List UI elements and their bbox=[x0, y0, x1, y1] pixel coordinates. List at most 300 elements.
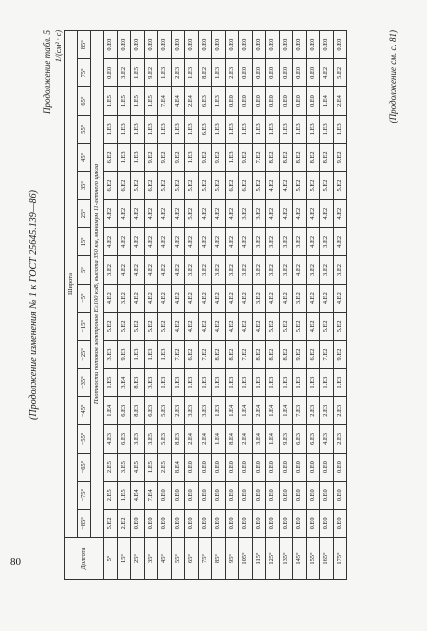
latitude-col-header: −75° bbox=[78, 481, 91, 509]
flux-cell: 1.E3 bbox=[117, 143, 131, 171]
flux-cell: 8.E3 bbox=[171, 425, 185, 453]
flux-cell: 0.E0 bbox=[185, 31, 199, 59]
longitude-cell: 165° bbox=[320, 538, 334, 580]
flux-cell: 5.E2 bbox=[333, 171, 347, 199]
flux-cell: 3.E2 bbox=[198, 256, 212, 284]
flux-cell: 2.E3 bbox=[171, 59, 185, 87]
flux-cell: 0.E0 bbox=[293, 31, 307, 59]
flux-cell: 1.E3 bbox=[185, 59, 199, 87]
flux-cell: 6.E2 bbox=[117, 171, 131, 199]
flux-cell: 3.E2 bbox=[104, 256, 118, 284]
unit-label: 1/(см² · с) bbox=[54, 30, 63, 63]
longitude-cell: 155° bbox=[306, 538, 320, 580]
flux-cell: 5.E2 bbox=[293, 312, 307, 340]
flux-cell: 9.E2 bbox=[333, 143, 347, 171]
flux-cell: 9.E2 bbox=[198, 143, 212, 171]
table-row bbox=[117, 31, 131, 580]
flux-cell: 0.E0 bbox=[158, 31, 172, 59]
flux-cell: 8.E2 bbox=[212, 340, 226, 368]
longitude-cell: 35° bbox=[144, 538, 158, 580]
flux-cell: 0.E0 bbox=[171, 481, 185, 509]
flux-cell: 2.E3 bbox=[320, 397, 334, 425]
flux-cell: 2.E3 bbox=[306, 397, 320, 425]
flux-cell: 4.E3 bbox=[320, 425, 334, 453]
latitude-col-header: 25° bbox=[78, 200, 91, 228]
flux-cell: 8.E4 bbox=[171, 453, 185, 481]
latitude-col-header: −15° bbox=[78, 312, 91, 340]
longitude-cell: 175° bbox=[333, 538, 347, 580]
flux-cell: 8.E2 bbox=[266, 340, 280, 368]
flux-cell: 1.E3 bbox=[279, 115, 293, 143]
flux-cell: 5.E2 bbox=[333, 312, 347, 340]
flux-cell: 3.E2 bbox=[252, 284, 266, 312]
table-row bbox=[279, 31, 293, 580]
flux-cell: 1.E5 bbox=[117, 481, 131, 509]
flux-cell: 1.E4 bbox=[320, 87, 334, 115]
flux-cell: 6.E3 bbox=[117, 425, 131, 453]
latitude-col-header: 55° bbox=[78, 115, 91, 143]
flux-cell: 3.E5 bbox=[144, 425, 158, 453]
longitude-cell: 55° bbox=[171, 538, 185, 580]
flux-cell: 0.E0 bbox=[198, 481, 212, 509]
flux-cell: 4.E3 bbox=[104, 425, 118, 453]
longitude-cell: 85° bbox=[212, 538, 226, 580]
flux-cell: 3.E2 bbox=[252, 256, 266, 284]
flux-cell: 0.E0 bbox=[198, 31, 212, 59]
flux-cell: 5.E2 bbox=[158, 171, 172, 199]
flux-cell: 1.E3 bbox=[144, 340, 158, 368]
flux-table bbox=[64, 30, 347, 580]
flux-cell: 4.E2 bbox=[131, 228, 145, 256]
latitude-row bbox=[78, 31, 91, 580]
latitude-col-header: 15° bbox=[78, 228, 91, 256]
flux-cell: 2.E3 bbox=[333, 425, 347, 453]
flux-cell: 3.E2 bbox=[320, 256, 334, 284]
flux-cell: 0.E0 bbox=[306, 87, 320, 115]
flux-cell: 0.E0 bbox=[212, 31, 226, 59]
latitude-col-header: 75° bbox=[78, 59, 91, 87]
flux-cell: 1.E3 bbox=[252, 115, 266, 143]
flux-cell: 8.E2 bbox=[306, 143, 320, 171]
table-row bbox=[320, 31, 334, 580]
flux-cell: 4.E2 bbox=[144, 228, 158, 256]
flux-cell: 3.E2 bbox=[185, 256, 199, 284]
flux-cell: 9.E3 bbox=[279, 425, 293, 453]
flux-cell: 0.E0 bbox=[252, 509, 266, 537]
flux-cell: 1.E3 bbox=[185, 143, 199, 171]
flux-cell: 4.E2 bbox=[320, 59, 334, 87]
flux-cell: 0.E0 bbox=[171, 509, 185, 537]
flux-cell: 5.E2 bbox=[320, 171, 334, 199]
flux-cell: 0.E0 bbox=[239, 59, 253, 87]
flux-cell: 4.E2 bbox=[104, 200, 118, 228]
flux-cell: 6.E3 bbox=[117, 397, 131, 425]
flux-cell: 7.E2 bbox=[239, 340, 253, 368]
flux-cell: 1.E3 bbox=[306, 115, 320, 143]
flux-cell: 6.E2 bbox=[185, 340, 199, 368]
flux-cell: 1.E3 bbox=[212, 369, 226, 397]
latitude-col-header: −85° bbox=[78, 509, 91, 537]
flux-cell: 3.E2 bbox=[279, 256, 293, 284]
flux-cell: 4.E2 bbox=[185, 284, 199, 312]
flux-cell: 3.E2 bbox=[293, 284, 307, 312]
flux-cell: 3.E2 bbox=[212, 256, 226, 284]
flux-cell: 3.E3 bbox=[144, 369, 158, 397]
longitude-cell: 5° bbox=[104, 538, 118, 580]
flux-cell: 5.E2 bbox=[279, 312, 293, 340]
flux-cell: 6.E2 bbox=[306, 340, 320, 368]
flux-cell: 9.E2 bbox=[158, 143, 172, 171]
flux-cell: 1.E3 bbox=[293, 115, 307, 143]
flux-cell: 0.E0 bbox=[266, 87, 280, 115]
flux-cell: 3.E2 bbox=[293, 228, 307, 256]
flux-cell: 0.E0 bbox=[185, 509, 199, 537]
flux-cell: 1.E3 bbox=[185, 369, 199, 397]
flux-cell: 1.E3 bbox=[266, 369, 280, 397]
flux-cell: 4.E2 bbox=[198, 284, 212, 312]
flux-cell: 0.E0 bbox=[239, 481, 253, 509]
table-subtitle: Плотности потоков электронов Е≥100 кэВ, высота 350 км, минимум 11-летнего цикла bbox=[91, 31, 104, 538]
flux-cell: 4.E2 bbox=[171, 312, 185, 340]
flux-cell: 4.E2 bbox=[158, 284, 172, 312]
flux-cell: 4.E2 bbox=[171, 200, 185, 228]
flux-cell: 0.E0 bbox=[225, 31, 239, 59]
flux-cell: 1.E4 bbox=[266, 425, 280, 453]
flux-cell: 4.E2 bbox=[198, 312, 212, 340]
flux-cell: 0.E0 bbox=[239, 453, 253, 481]
flux-cell: 0.E0 bbox=[320, 481, 334, 509]
flux-cell: 1.E3 bbox=[131, 143, 145, 171]
flux-cell: 4.E2 bbox=[171, 256, 185, 284]
flux-cell: 1.E3 bbox=[144, 115, 158, 143]
flux-cell: 1.E3 bbox=[171, 115, 185, 143]
flux-cell: 0.E0 bbox=[117, 31, 131, 59]
flux-cell: 8.E2 bbox=[293, 143, 307, 171]
flux-cell: 1.E5 bbox=[144, 453, 158, 481]
flux-cell: 3.E5 bbox=[117, 453, 131, 481]
flux-cell: 0.E0 bbox=[293, 59, 307, 87]
flux-cell: 4.E4 bbox=[171, 87, 185, 115]
longitude-cell: 75° bbox=[198, 538, 212, 580]
latitude-col-header: −45° bbox=[78, 397, 91, 425]
flux-cell: 0.E0 bbox=[144, 509, 158, 537]
flux-cell: 6.E3 bbox=[306, 425, 320, 453]
flux-cell: 0.E0 bbox=[225, 87, 239, 115]
flux-cell: 4.E2 bbox=[131, 256, 145, 284]
flux-cell: 2.E4 bbox=[333, 87, 347, 115]
flux-cell: 4.E2 bbox=[239, 312, 253, 340]
flux-cell: 0.E0 bbox=[252, 31, 266, 59]
flux-cell: 5.E2 bbox=[212, 171, 226, 199]
flux-cell: 4.E2 bbox=[171, 284, 185, 312]
table-row bbox=[171, 31, 185, 580]
flux-cell: 4.E2 bbox=[306, 228, 320, 256]
flux-cell: 1.E3 bbox=[266, 115, 280, 143]
flux-cell: 3.E2 bbox=[306, 256, 320, 284]
flux-cell: 1.E3 bbox=[212, 115, 226, 143]
flux-cell: 4.E2 bbox=[104, 284, 118, 312]
table-row bbox=[185, 31, 199, 580]
flux-cell: 0.E0 bbox=[185, 453, 199, 481]
flux-cell: 4.E2 bbox=[198, 228, 212, 256]
flux-cell: 9.E2 bbox=[144, 143, 158, 171]
flux-cell: 0.E0 bbox=[131, 31, 145, 59]
flux-cell: 1.E3 bbox=[320, 369, 334, 397]
flux-cell: 1.E3 bbox=[225, 143, 239, 171]
flux-cell: 0.E0 bbox=[198, 509, 212, 537]
flux-cell: 3.E2 bbox=[239, 256, 253, 284]
flux-cell: 0.E0 bbox=[225, 481, 239, 509]
longitude-cell: 65° bbox=[185, 538, 199, 580]
longitude-cell: 25° bbox=[131, 538, 145, 580]
flux-cell: 5.E2 bbox=[104, 312, 118, 340]
flux-cell: 4.E2 bbox=[104, 228, 118, 256]
page-number: 80 bbox=[10, 556, 21, 568]
flux-cell: 4.E2 bbox=[185, 312, 199, 340]
longitude-cell: 15° bbox=[117, 538, 131, 580]
flux-cell: 0.E0 bbox=[252, 481, 266, 509]
table-row bbox=[198, 31, 212, 580]
table-row bbox=[131, 31, 145, 580]
longitude-cell: 95° bbox=[225, 538, 239, 580]
flux-cell: 2.E5 bbox=[104, 481, 118, 509]
flux-cell: 0.E0 bbox=[279, 59, 293, 87]
flux-cell: 5.E2 bbox=[104, 509, 118, 537]
flux-cell: 0.E0 bbox=[306, 31, 320, 59]
flux-cell: 3.E2 bbox=[117, 284, 131, 312]
flux-cell: 4.E2 bbox=[131, 284, 145, 312]
flux-cell: 7.E2 bbox=[320, 340, 334, 368]
flux-cell: 4.E2 bbox=[158, 256, 172, 284]
flux-cell: 4.E2 bbox=[131, 200, 145, 228]
flux-cell: 0.E0 bbox=[252, 59, 266, 87]
flux-cell: 4.E2 bbox=[225, 284, 239, 312]
flux-cell: 0.E0 bbox=[252, 453, 266, 481]
longitude-cell: 45° bbox=[158, 538, 172, 580]
flux-cell: 8.E3 bbox=[131, 397, 145, 425]
flux-cell: 5.E2 bbox=[144, 312, 158, 340]
latitude-col-header: −5° bbox=[78, 284, 91, 312]
flux-cell: 0.E0 bbox=[333, 31, 347, 59]
flux-cell: 4.E2 bbox=[225, 228, 239, 256]
flux-cell: 0.E0 bbox=[252, 87, 266, 115]
footer-note: (Продолжение см. с. 81) bbox=[388, 30, 398, 124]
flux-cell: 4.E2 bbox=[117, 228, 131, 256]
flux-cell: 0.E0 bbox=[279, 87, 293, 115]
flux-cell: 1.E3 bbox=[333, 115, 347, 143]
flux-cell: 1.E4 bbox=[104, 397, 118, 425]
flux-cell: 0.E0 bbox=[293, 87, 307, 115]
flux-cell: 0.E0 bbox=[266, 453, 280, 481]
flux-cell: 4.E2 bbox=[252, 312, 266, 340]
flux-cell: 9.E2 bbox=[293, 340, 307, 368]
longitude-cell: 135° bbox=[279, 538, 293, 580]
flux-cell: 2.E5 bbox=[158, 453, 172, 481]
flux-cell: 4.E2 bbox=[266, 171, 280, 199]
flux-cell: 1.E4 bbox=[212, 425, 226, 453]
flux-cell: 5.E2 bbox=[131, 312, 145, 340]
flux-cell: 0.E0 bbox=[266, 31, 280, 59]
flux-cell: 1.E3 bbox=[225, 115, 239, 143]
flux-cell: 4.E2 bbox=[333, 284, 347, 312]
flux-cell: 3.E3 bbox=[185, 397, 199, 425]
flux-cell: 9.E3 bbox=[117, 340, 131, 368]
flux-cell: 1.E3 bbox=[158, 59, 172, 87]
flux-cell: 7.E2 bbox=[198, 340, 212, 368]
flux-cell: 5.E2 bbox=[320, 312, 334, 340]
flux-cell: 0.E0 bbox=[239, 31, 253, 59]
flux-cell: 4.E2 bbox=[306, 312, 320, 340]
flux-cell: 1.E5 bbox=[131, 87, 145, 115]
flux-cell: 0.E0 bbox=[171, 31, 185, 59]
flux-cell: 3.E2 bbox=[266, 228, 280, 256]
flux-cell: 7.E2 bbox=[171, 340, 185, 368]
flux-cell: 1.E5 bbox=[104, 369, 118, 397]
table-row bbox=[225, 31, 239, 580]
flux-cell: 8.E2 bbox=[266, 143, 280, 171]
flux-cell: 7.E4 bbox=[158, 87, 172, 115]
flux-cell: 1.E5 bbox=[131, 59, 145, 87]
flux-cell: 4.E2 bbox=[320, 284, 334, 312]
flux-cell: 1.E3 bbox=[131, 115, 145, 143]
latitude-col-header: 45° bbox=[78, 143, 91, 171]
flux-cell: 1.E3 bbox=[225, 369, 239, 397]
flux-cell: 1.E4 bbox=[225, 397, 239, 425]
flux-cell: 0.E0 bbox=[320, 509, 334, 537]
flux-cell: 0.E0 bbox=[279, 509, 293, 537]
latitude-col-header: −55° bbox=[78, 425, 91, 453]
flux-cell: 1.E4 bbox=[239, 397, 253, 425]
flux-cell: 9.E2 bbox=[144, 59, 158, 87]
flux-cell: 6.E3 bbox=[198, 115, 212, 143]
table-body bbox=[104, 31, 347, 580]
flux-cell: 1.E4 bbox=[279, 397, 293, 425]
flux-cell: 4.E2 bbox=[212, 284, 226, 312]
flux-cell: 5.E3 bbox=[158, 397, 172, 425]
flux-cell: 4.E2 bbox=[293, 256, 307, 284]
flux-cell: 9.E2 bbox=[239, 143, 253, 171]
flux-cell: 3.E2 bbox=[266, 256, 280, 284]
flux-cell: 2.E5 bbox=[104, 453, 118, 481]
flux-cell: 6.E2 bbox=[104, 143, 118, 171]
longitude-header: Долгота bbox=[65, 538, 104, 580]
flux-cell: 6.E3 bbox=[144, 397, 158, 425]
flux-cell: 9.E2 bbox=[333, 340, 347, 368]
flux-cell: 8.E2 bbox=[279, 143, 293, 171]
flux-cell: 0.E0 bbox=[239, 87, 253, 115]
flux-cell: 4.E5 bbox=[131, 453, 145, 481]
flux-cell: 4.E2 bbox=[185, 228, 199, 256]
flux-cell: 4.E2 bbox=[320, 200, 334, 228]
table-row bbox=[252, 31, 266, 580]
latitude-col-header: −25° bbox=[78, 340, 91, 368]
flux-cell: 1.E3 bbox=[158, 369, 172, 397]
rotated-content bbox=[28, 30, 400, 580]
flux-cell: 5.E2 bbox=[158, 312, 172, 340]
flux-cell: 4.E2 bbox=[266, 284, 280, 312]
flux-cell: 4.E2 bbox=[117, 200, 131, 228]
flux-cell: 1.E3 bbox=[320, 115, 334, 143]
flux-cell: 0.E0 bbox=[279, 31, 293, 59]
flux-cell: 4.E2 bbox=[239, 228, 253, 256]
flux-cell: 5.E2 bbox=[185, 171, 199, 199]
flux-cell: 8.E2 bbox=[198, 59, 212, 87]
flux-cell: 3.E2 bbox=[252, 228, 266, 256]
flux-cell: 8.E4 bbox=[225, 425, 239, 453]
flux-cell: 0.E0 bbox=[266, 59, 280, 87]
flux-cell: 0.E0 bbox=[104, 59, 118, 87]
flux-cell: 4.E2 bbox=[306, 284, 320, 312]
flux-cell: 1.E4 bbox=[266, 397, 280, 425]
flux-cell: 4.E2 bbox=[266, 200, 280, 228]
flux-cell: 1.E3 bbox=[131, 340, 145, 368]
flux-cell: 6.E2 bbox=[239, 171, 253, 199]
flux-cell: 4.E2 bbox=[225, 200, 239, 228]
flux-cell: 8.E2 bbox=[279, 340, 293, 368]
flux-cell: 6.E2 bbox=[225, 171, 239, 199]
latitude-col-header: −65° bbox=[78, 453, 91, 481]
flux-cell: 2.E3 bbox=[225, 59, 239, 87]
table-row bbox=[144, 31, 158, 580]
latitude-header: Широта bbox=[65, 31, 78, 538]
flux-cell: 0.E0 bbox=[212, 453, 226, 481]
page-heading: (Продолжение изменения № 1 к ГОСТ 25645.139—86) bbox=[28, 190, 39, 420]
flux-cell: 1.E3 bbox=[252, 369, 266, 397]
flux-cell: 0.E0 bbox=[225, 453, 239, 481]
flux-cell: 2.E4 bbox=[185, 87, 199, 115]
flux-cell: 0.E0 bbox=[225, 509, 239, 537]
flux-cell: 7.E4 bbox=[144, 481, 158, 509]
table-row bbox=[158, 31, 172, 580]
flux-cell: 3.E2 bbox=[279, 228, 293, 256]
flux-cell: 0.E0 bbox=[306, 59, 320, 87]
flux-cell: 1.E3 bbox=[239, 115, 253, 143]
flux-cell: 0.E0 bbox=[266, 481, 280, 509]
flux-cell: 2.E3 bbox=[333, 397, 347, 425]
flux-cell: 3.E2 bbox=[117, 59, 131, 87]
flux-cell: 4.E2 bbox=[144, 284, 158, 312]
latitude-col-header: 85° bbox=[78, 31, 91, 59]
flux-cell: 8.E2 bbox=[225, 340, 239, 368]
flux-cell: 1.E3 bbox=[212, 397, 226, 425]
flux-cell: 1.E5 bbox=[117, 87, 131, 115]
flux-cell: 6.E2 bbox=[144, 171, 158, 199]
flux-cell: 0.E0 bbox=[320, 31, 334, 59]
flux-cell: 0.E0 bbox=[320, 453, 334, 481]
flux-cell: 5.E2 bbox=[252, 171, 266, 199]
flux-cell: 0.E0 bbox=[131, 509, 145, 537]
flux-cell: 0.E0 bbox=[158, 509, 172, 537]
latitude-col-header: 5° bbox=[78, 256, 91, 284]
flux-cell: 1.E3 bbox=[158, 340, 172, 368]
flux-cell: 4.E2 bbox=[171, 228, 185, 256]
longitude-cell: 145° bbox=[293, 538, 307, 580]
longitude-cell: 125° bbox=[266, 538, 280, 580]
flux-cell: 3.E2 bbox=[225, 256, 239, 284]
flux-cell: 0.E0 bbox=[279, 481, 293, 509]
table-row bbox=[104, 31, 118, 580]
flux-cell: 5.E2 bbox=[131, 171, 145, 199]
table-row bbox=[266, 31, 280, 580]
longitude-cell: 105° bbox=[239, 538, 253, 580]
flux-cell: 1.E3 bbox=[198, 369, 212, 397]
flux-cell: 3.E2 bbox=[320, 228, 334, 256]
flux-cell: 2.E4 bbox=[185, 425, 199, 453]
flux-cell: 4.E2 bbox=[158, 200, 172, 228]
flux-cell: 8.E2 bbox=[320, 143, 334, 171]
flux-cell: 4.E4 bbox=[131, 481, 145, 509]
flux-cell: 3.E3 bbox=[131, 425, 145, 453]
